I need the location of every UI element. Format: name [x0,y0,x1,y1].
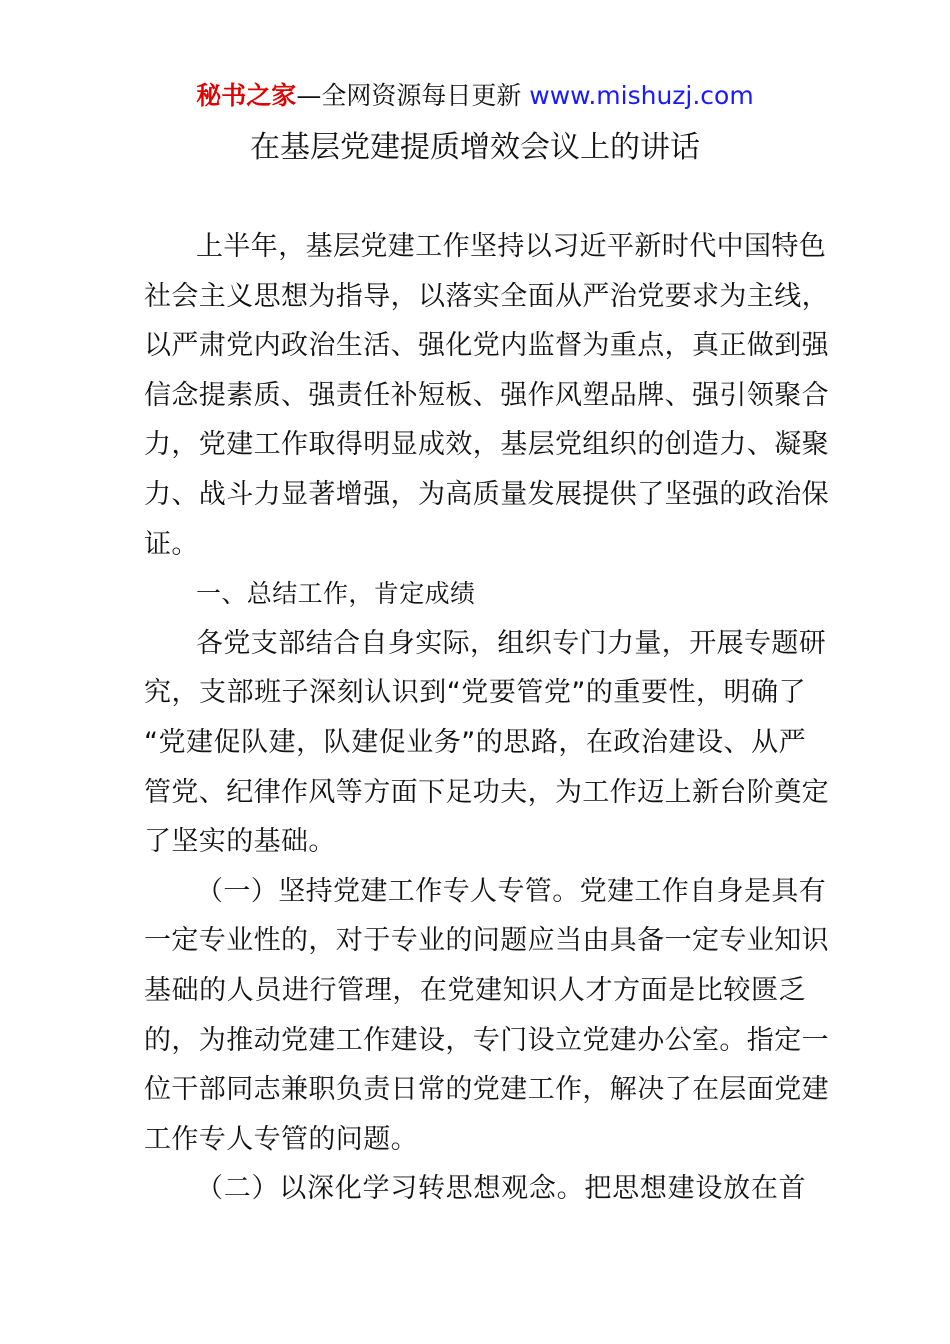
paragraph-line: 究，支部班子深刻认识到“党要管党”的重要性，明确了 [144,677,806,709]
site-header [0,80,950,112]
paragraph-line: 管党、纪律作风等方面下足功夫，为工作迈上新台阶奠定 [144,776,829,808]
section-heading: 一、总结工作，肯定成绩 [196,579,476,609]
paragraph-line: 上半年，基层党建工作坚持以习近平新时代中国特色 [196,231,827,262]
paragraph-line: （二）以深化学习转思想观念。把思想建设放在首 [196,1173,806,1205]
paragraph-line: “党建促队建，队建促业务”的思路，在政治建设、从严 [144,726,806,758]
brand-name: 秘书之家 [196,81,297,110]
paragraph-line: 一定专业性的，对于专业的问题应当由具备一定专业知识 [144,925,829,957]
paragraph-line: 以严肃党内政治生活、强化党内监督为重点，真正做到强 [144,330,829,362]
paragraph-line: 位干部同志兼职负责日常的党建工作，解决了在层面党建 [144,1074,829,1106]
document-title: 在基层党建提质增效会议上的讲话 [250,130,700,165]
paragraph-line: 了坚实的基础。 [144,826,336,858]
paragraph-line: 社会主义思想为指导，以落实全面从严治党要求为主线， [144,280,829,312]
paragraph-line: 工作专人专管的问题。 [144,1123,418,1155]
site-tagline: —全网资源每日更新 [296,81,522,110]
paragraph-line: 力，党建工作取得明显成效，基层党组织的创造力、凝聚 [144,429,829,461]
site-url-link[interactable]: www.mishuzj.com [529,81,754,110]
paragraph-line: 力、战斗力显著增强，为高质量发展提供了坚强的政治保 [144,478,829,510]
paragraph-line: 各党支部结合自身实际，组织专门力量，开展专题研 [196,627,827,659]
paragraph-line: （一）坚持党建工作专人专管。党建工作自身是具有 [196,875,827,907]
document-body [144,222,829,1214]
paragraph-line: 信念提素质、强责任补短板、强作风塑品牌、强引领聚合 [144,379,829,411]
paragraph-line: 证。 [144,528,199,560]
paragraph-line: 的，为推动党建工作建设，专门设立党建办公室。指定一 [144,1024,829,1056]
paragraph-line: 基础的人员进行管理，在党建知识人才方面是比较匮乏 [144,974,806,1006]
